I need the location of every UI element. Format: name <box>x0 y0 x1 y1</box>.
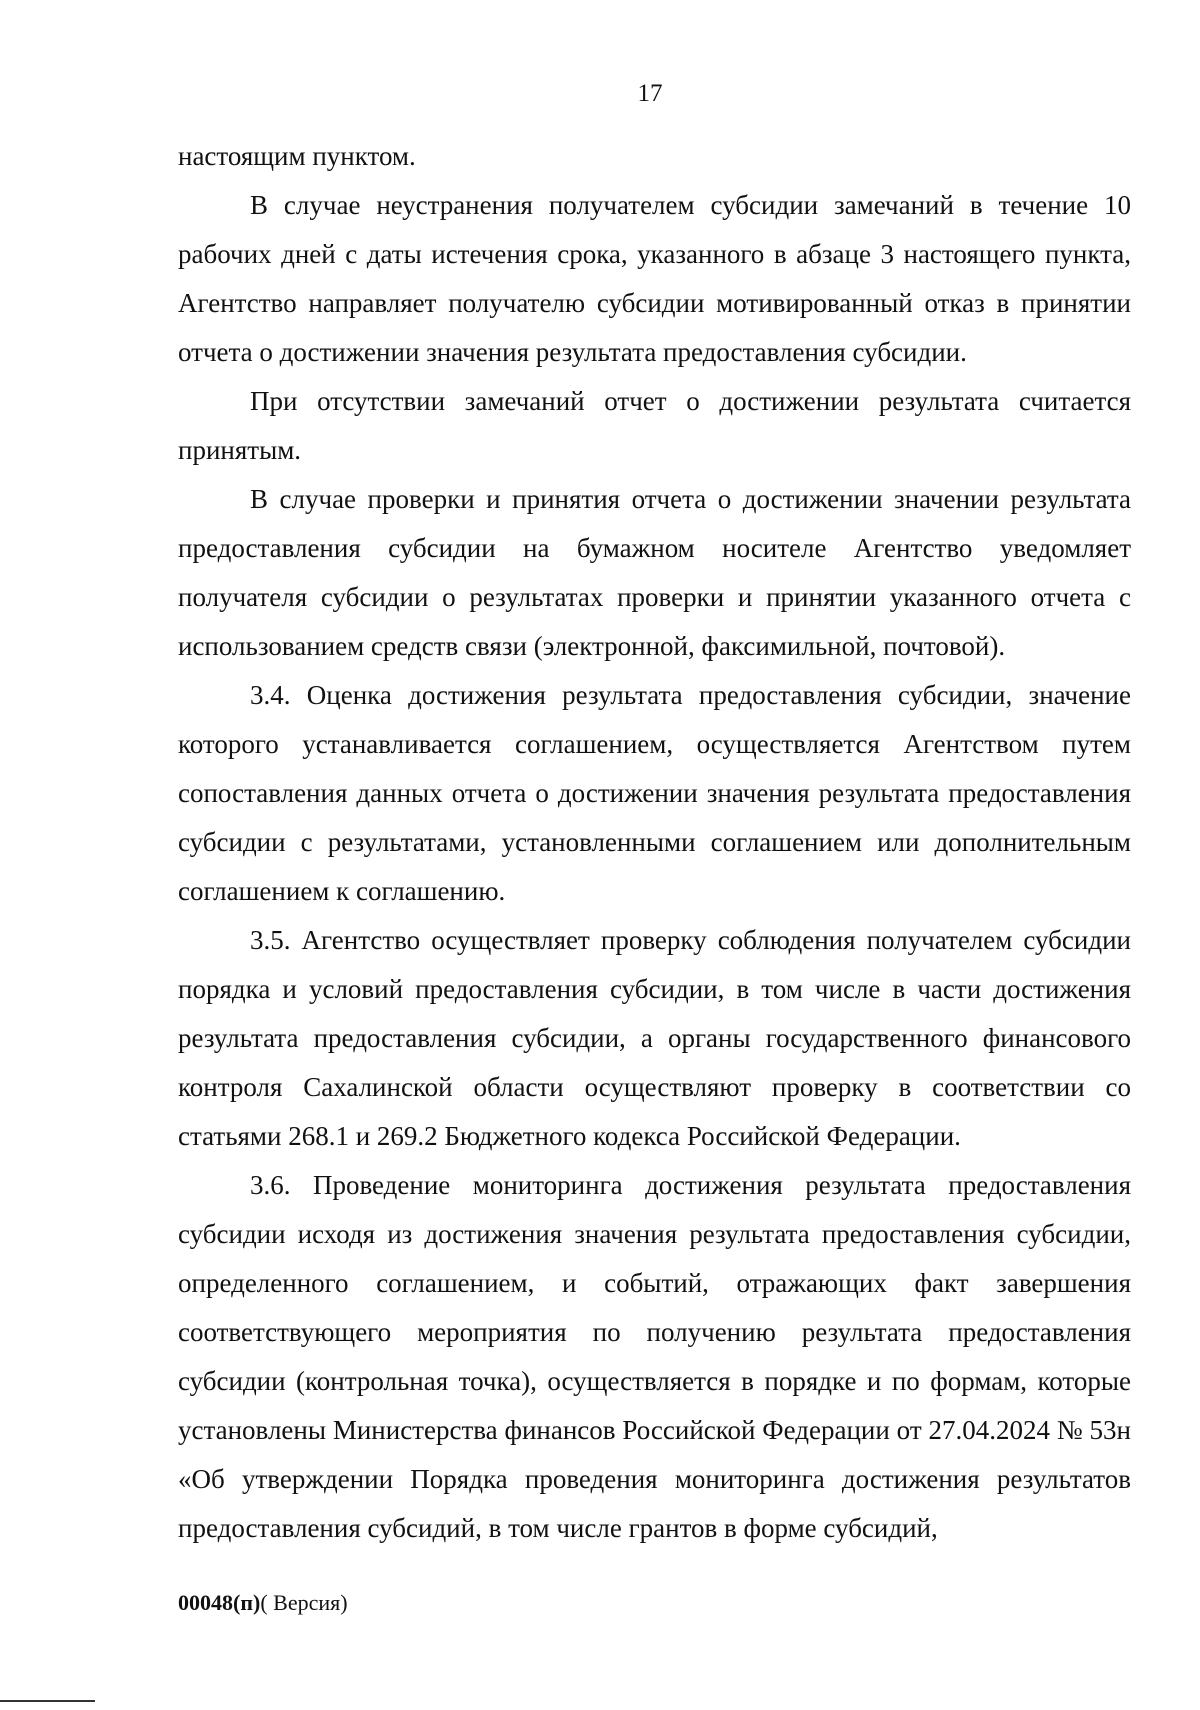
document-version: ( Версия) <box>260 1590 348 1615</box>
page-number: 17 <box>637 80 663 107</box>
scan-artifact-line <box>0 1700 95 1702</box>
paragraph: 3.6. Проведение мониторинга достижения результата предоставления субсидии исходя из достижения значения результата предоставления субсидии, определенного соглашением, и событий, отражающих факт завершения соответствующего мероприятия по получению результата предоставления субсидии (контрольная точка), осуществляется в порядке и по формам, которые установлены Министерства финансов Российской Федерации от 27.04.2024 № 53н «Об утверждении Порядка проведения мониторинга достижения результатов предоставления субсидий, в том числе грантов в форме субсидий, <box>178 1170 1131 1543</box>
paragraph: настоящим пунктом. <box>178 141 416 171</box>
document-footer <box>178 1590 348 1616</box>
paragraph: В случае проверки и принятия отчета о достижении значении результата предоставления субсидии на бумажном носителе Агентство уведомляет получателя субсидии о результатах проверки и принятии указанного отчета с использованием средств связи (электронной, факсимильной, почтовой). <box>178 484 1131 661</box>
document-code: 00048(п) <box>178 1590 261 1615</box>
paragraph: В случае неустранения получателем субсидии замечаний в течение 10 рабочих дней с даты истечения срока, указанного в абзаце 3 настоящего пункта, Агентство направляет получателю субсидии мотивированный отказ в принятии отчета о достижении значения результата предоставления субсидии. <box>178 190 1131 367</box>
paragraph: 3.5. Агентство осуществляет проверку соблюдения получателем субсидии порядка и условий предоставления субсидии, в том числе в части достижения результата предоставления субсидии, а органы государственного финансового контроля Сахалинской области осуществляют проверку в соответствии со статьями 268.1 и 269.2 Бюджетного кодекса Российской Федерации. <box>178 925 1131 1151</box>
document-body <box>178 132 1131 1553</box>
paragraph: При отсутствии замечаний отчет о достижении результата считается принятым. <box>178 386 1131 465</box>
paragraph: 3.4. Оценка достижения результата предоставления субсидии, значение которого устанавливается соглашением, осуществляется Агентством путем сопоставления данных отчета о достижении значения результата предоставления субсидии с результатами, установленными соглашением или дополнительным соглашением к соглашению. <box>178 680 1131 906</box>
